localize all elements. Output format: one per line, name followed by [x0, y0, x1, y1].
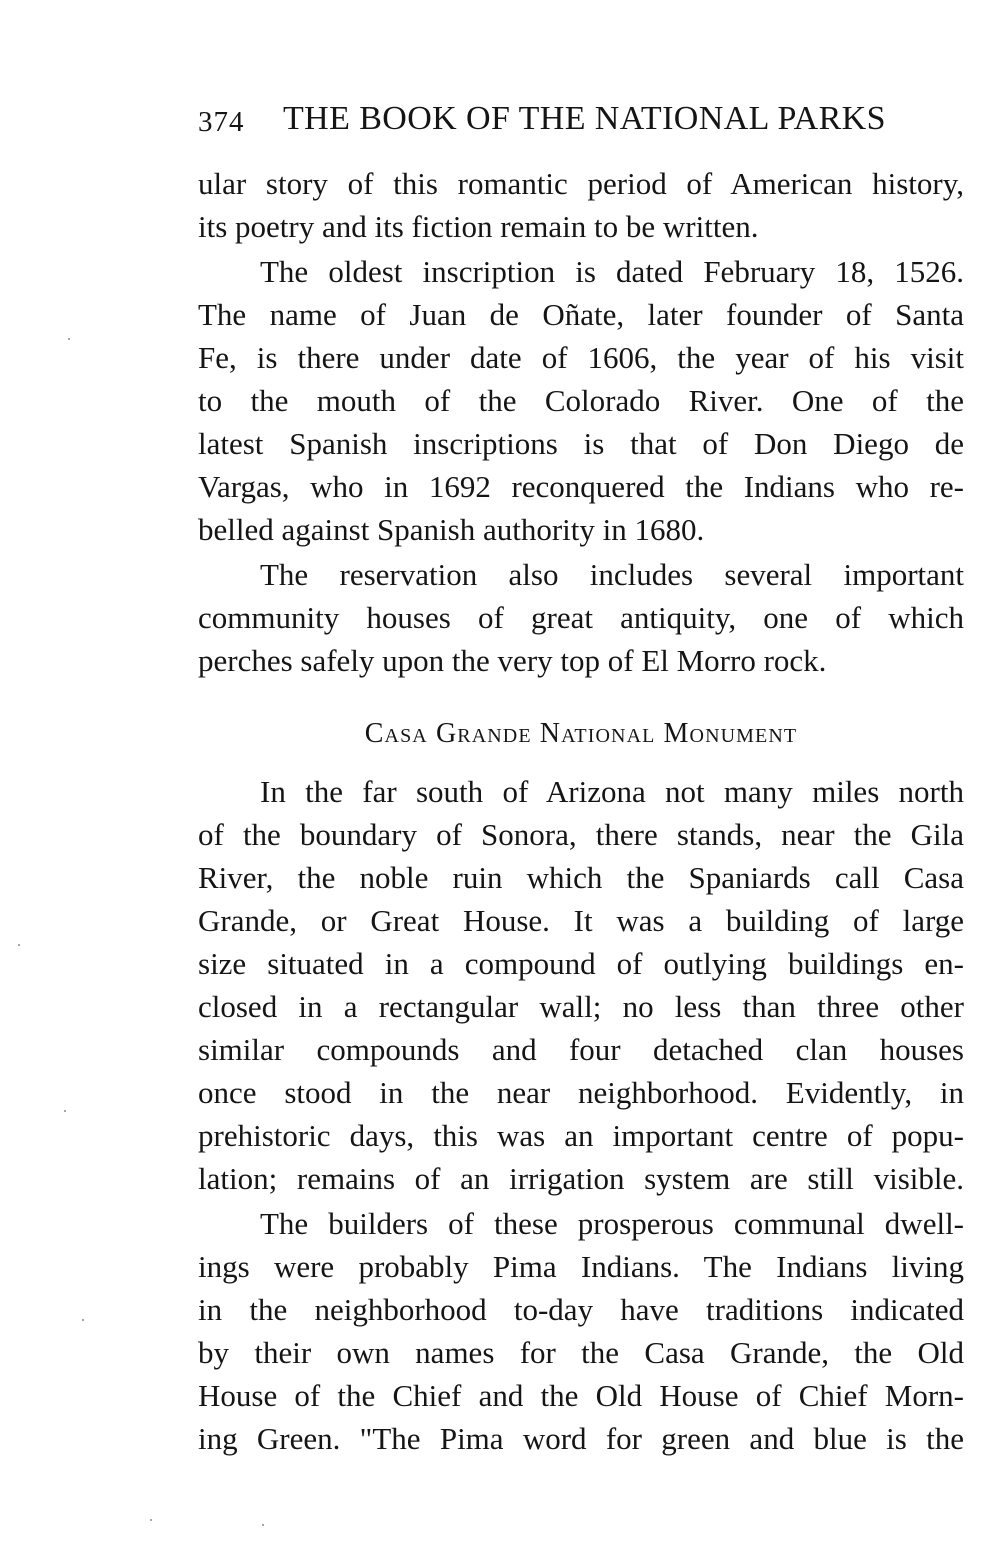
- page-number: 374: [198, 106, 245, 138]
- text-line: Fe, is there under date of 1606, the year of his visit: [198, 340, 964, 375]
- paper-speck: [68, 338, 70, 340]
- text-line: its poetry and its fiction remain to be written.: [198, 209, 759, 244]
- page-header: [198, 97, 964, 141]
- text-line: size situated in a compound of outlying buildings en-: [198, 946, 964, 981]
- text-line: of the boundary of Sonora, there stands, near the Gila: [198, 817, 964, 852]
- text-line: belled against Spanish authority in 1680.: [198, 512, 705, 547]
- text-line: ular story of this romantic period of American history,: [198, 166, 964, 201]
- text-line: ings were probably Pima Indians. The Indians living: [198, 1249, 964, 1284]
- text-line: House of the Chief and the Old House of Chief Morn-: [198, 1378, 964, 1413]
- text-line: latest Spanish inscriptions is that of Don Diego de: [198, 426, 964, 461]
- text-line: River, the noble ruin which the Spaniards call Casa: [198, 860, 964, 895]
- text-line: ing Green. "The Pima word for green and blue is the: [198, 1421, 964, 1456]
- text-line: Grande, or Great House. It was a building of large: [198, 903, 964, 938]
- text-line: Vargas, who in 1692 reconquered the Indians who re-: [198, 469, 964, 504]
- section-heading: Casa Grande National Monument: [364, 718, 798, 749]
- text-line: perches safely upon the very top of El Morro rock.: [198, 643, 827, 678]
- text-line: by their own names for the Casa Grande, the Old: [198, 1335, 964, 1370]
- paper-speck: [262, 1524, 264, 1526]
- text-line: in the neighborhood to-day have traditions indicated: [198, 1292, 964, 1327]
- text-line: The name of Juan de Oñate, later founder of Santa: [198, 297, 964, 332]
- paper-speck: [18, 944, 20, 946]
- text-line: once stood in the near neighborhood. Evidently, in: [198, 1075, 964, 1110]
- paper-speck: [150, 1519, 152, 1521]
- running-title: THE BOOK OF THE NATIONAL PARKS: [283, 100, 886, 137]
- text-line: similar compounds and four detached clan houses: [198, 1032, 964, 1067]
- text-line: The reservation also includes several important: [260, 557, 964, 592]
- paper-speck: [64, 1110, 66, 1112]
- text-line: In the far south of Arizona not many miles north: [260, 774, 964, 809]
- text-line: prehistoric days, this was an important centre of popu-: [198, 1118, 964, 1153]
- paper-speck: [82, 1319, 84, 1321]
- text-line: The oldest inscription is dated February 18, 1526.: [260, 254, 964, 289]
- text-line: to the mouth of the Colorado River. One of the: [198, 383, 964, 418]
- text-line: closed in a rectangular wall; no less than three other: [198, 989, 964, 1024]
- text-line: community houses of great antiquity, one of which: [198, 600, 964, 635]
- text-line: The builders of these prosperous communal dwell-: [260, 1206, 964, 1241]
- text-line: lation; remains of an irrigation system are still visible.: [198, 1161, 964, 1196]
